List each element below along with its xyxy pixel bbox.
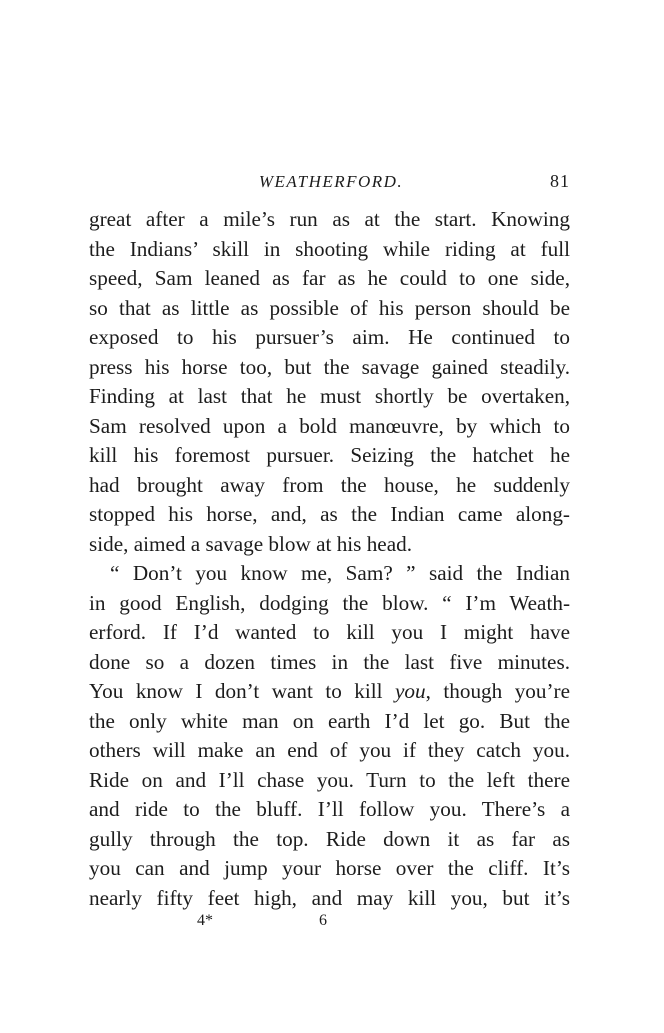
text-segment: You know I don’t want to kill [89, 679, 396, 703]
text-line: had brought away from the house, he suddenly [89, 472, 570, 497]
text-line: press his horse too, but the savage gained steadily. [89, 354, 570, 379]
text-line: great after a mile’s run as at the start. Knowing [89, 207, 570, 231]
text-line: so that as little as possible of his person should be [89, 295, 570, 320]
text-line: others will make an end of you if they catch you. [89, 738, 570, 762]
paragraph-start-line: “ Don’t you know me, Sam? ” said the Indian [110, 561, 570, 585]
text-line: done so a dozen times in the last five minutes. [89, 649, 570, 674]
body-text [89, 205, 570, 913]
text-line: the Indians’ skill in shooting while riding at full [89, 236, 570, 261]
text-line: the only white man on earth I’d let go. But the [89, 708, 570, 733]
emphasized-word: you [395, 679, 426, 703]
text-line-with-emphasis [89, 677, 570, 707]
signature-mark: 4* [197, 912, 213, 929]
text-line: Ride on and I’ll chase you. Turn to the left there [89, 767, 570, 792]
text-segment: , though you’re [425, 679, 570, 703]
sheet-number: 6 [319, 912, 327, 929]
text-line: gully through the top. Ride down it as far as [89, 826, 570, 851]
running-head [90, 171, 572, 195]
text-line: Finding at last that he must shortly be overtaken, [89, 384, 570, 408]
text-line: stopped his horse, and, as the Indian came along- [89, 502, 570, 526]
page-footer [90, 912, 572, 934]
paragraph-end-line: side, aimed a savage blow at his head. [89, 531, 413, 556]
text-line: kill his foremost pursuer. Seizing the hatchet he [89, 443, 570, 467]
text-line: nearly fifty feet high, and may kill you, but it’s [89, 885, 570, 910]
text-line: and ride to the bluff. I’ll follow you. There’s a [89, 797, 570, 821]
text-line: erford. If I’d wanted to kill you I might have [89, 620, 570, 644]
running-title: WEATHERFORD. [258, 172, 404, 191]
text-line: Sam resolved upon a bold manœuvre, by which to [89, 413, 570, 438]
text-line: you can and jump your horse over the cliff. It’s [89, 856, 570, 880]
text-line: in good English, dodging the blow. “ I’m Weath- [89, 590, 570, 615]
text-line: exposed to his pursuer’s aim. He continued to [89, 325, 570, 349]
page-number: 81 [550, 171, 570, 191]
text-line: speed, Sam leaned as far as he could to one side, [89, 266, 570, 290]
